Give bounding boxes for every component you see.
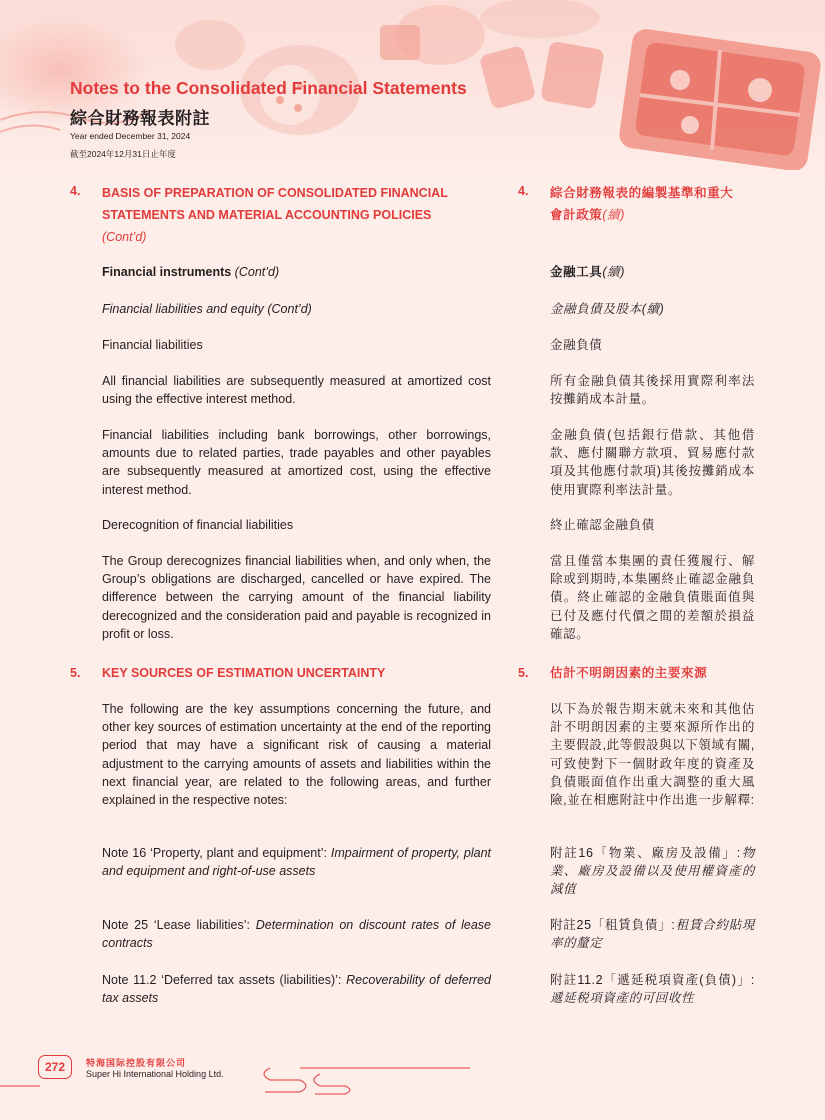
- section-5-number: 5.: [70, 666, 81, 680]
- financial-liabilities-subheading-zh: 金融負債: [550, 338, 603, 352]
- section-4-contd: (Cont’d): [102, 230, 147, 244]
- page-title-zh: 綜合財務報表附註: [70, 109, 210, 128]
- paragraph-amortized-cost: All financial liabilities are subsequently measured at amortized cost using the effective interest method.: [102, 374, 491, 407]
- note-25-item: Note 25 ‘Lease liabilities’: Determination on discount rates of lease contracts: [102, 918, 491, 951]
- financial-instruments-heading: Financial instruments (Cont’d): [102, 265, 280, 279]
- section-5-heading-zh: 估計不明朗因素的主要來源: [550, 666, 708, 680]
- paragraph-key-assumptions: The following are the key assumptions concerning the future, and other key sources of estimation uncertainty at the end of the reporting period that may have a significant risk of causing a material adjustment to the carrying amounts of assets and liabilities within the next financial year, are related to the following areas, and further explained in the respective notes:: [102, 702, 491, 808]
- financial-instruments-heading-zh: 金融工具(續): [550, 265, 626, 279]
- footer-swirl-decoration: [0, 1060, 480, 1100]
- company-name-en: Super Hi International Holding Ltd.: [86, 1069, 224, 1079]
- section-4-number-zh: 4.: [518, 184, 529, 198]
- section-4-heading-line2: STATEMENTS AND MATERIAL ACCOUNTING POLICIES: [102, 208, 432, 222]
- paragraph-derecognition-zh: 當且僅當本集團的責任獲履行、解除或到期時,本集團終止確認金融負債。終止確認的金融負債賬面值與已付及應付代價之間的差額於損益確認。: [550, 554, 755, 641]
- paragraph-amortized-cost-zh: 所有金融負債其後採用實際利率法按攤銷成本計量。: [550, 374, 755, 407]
- paragraph-borrowings: Financial liabilities including bank borrowings, other borrowings, amounts due to related parties, trade payables and other payables are subsequently measured at amortized cost, using the effective interest method.: [102, 428, 491, 497]
- note-16-item-zh: 附註16「物業、廠房及設備」:物業、廠房及設備以及使用權資產的減值: [550, 846, 755, 897]
- paragraph-borrowings-zh: 金融負債(包括銀行借款、其他借款、應付關聯方款項、貿易應付款項及其他應付款項)其後按攤銷成本使用實際利率法計量。: [550, 428, 755, 497]
- section-4-number: 4.: [70, 184, 81, 198]
- derecognition-subheading: Derecognition of financial liabilities: [102, 518, 294, 532]
- period-label-zh: 截至2024年12月31日止年度: [70, 149, 176, 159]
- period-label: Year ended December 31, 2024: [70, 131, 191, 141]
- note-25-item-zh: 附註25「租賃負債」:租賃合約貼現率的釐定: [550, 918, 755, 951]
- paragraph-derecognition: The Group derecognizes financial liabilities when, and only when, the Group’s obligations are discharged, cancelled or have expired. The difference between the carrying amount of the financial liability derecognized and the consideration paid and payable is recognized in profit or loss.: [102, 554, 491, 641]
- section-4-heading-zh-line1: 綜合財務報表的編製基準和重大: [550, 186, 734, 200]
- section-5-heading: KEY SOURCES OF ESTIMATION UNCERTAINTY: [102, 666, 386, 680]
- section-4-heading-line1: BASIS OF PREPARATION OF CONSOLIDATED FINANCIAL: [102, 186, 448, 200]
- derecognition-subheading-zh: 終止確認金融負債: [550, 518, 655, 532]
- liabilities-equity-subheading-zh: 金融負債及股本(續): [550, 302, 665, 316]
- liabilities-equity-subheading: Financial liabilities and equity (Cont’d): [102, 302, 312, 316]
- section-4-heading-zh: [550, 182, 755, 226]
- page-number: 272: [38, 1055, 72, 1079]
- note-11-2-item: Note 11.2 ‘Deferred tax assets (liabilities)’: Recoverability of deferred tax assets: [102, 973, 491, 1006]
- section-4-heading-zh-line2: 會計政策(續): [550, 208, 626, 222]
- financial-liabilities-subheading: Financial liabilities: [102, 338, 203, 352]
- paragraph-key-assumptions-zh: 以下為於報告期末就未來和其他估計不明朗因素的主要來源所作出的主要假設,此等假設與以下領域有關,可致使對下一個財政年度的資產及負債賬面值作出重大調整的重大風險,並在相應附註中作出進一步解釋:: [550, 702, 755, 808]
- section-5-number-zh: 5.: [518, 666, 529, 680]
- page-title: Notes to the Consolidated Financial Statements: [70, 78, 467, 98]
- note-16-item: Note 16 ‘Property, plant and equipment’: Impairment of property, plant and equipment and right-of-use assets: [102, 846, 492, 879]
- section-4-heading: [102, 182, 491, 248]
- note-11-2-item-zh: 附註11.2「遞延税項資產(負債)」:遞延税項資產的可回收性: [550, 973, 755, 1006]
- company-name-zh: 特海国际控股有限公司: [86, 1058, 187, 1068]
